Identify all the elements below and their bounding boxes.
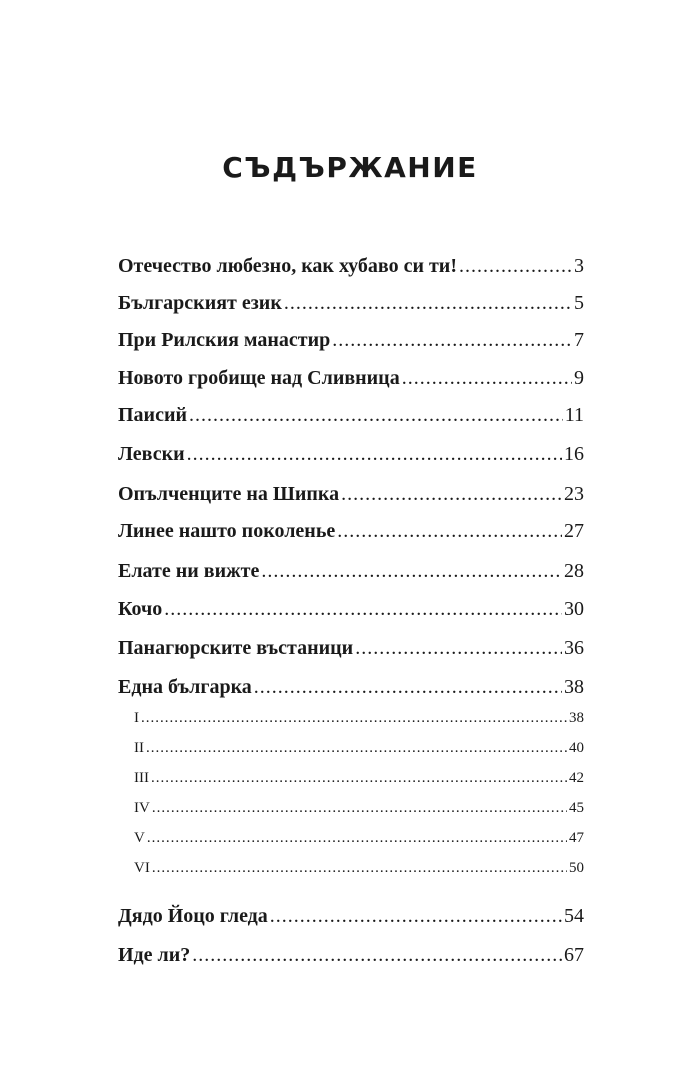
toc-entry-page: 23	[564, 483, 584, 505]
toc-entry-title: Иде ли?	[118, 944, 191, 966]
toc-entry-title: Елате ни вижте	[118, 560, 260, 582]
toc-entry-page: 5	[574, 292, 584, 314]
toc-entry-page: 7	[574, 329, 584, 351]
dot-leader	[355, 638, 562, 658]
toc-entry-page: 30	[564, 598, 584, 620]
dot-leader	[146, 741, 567, 756]
dot-leader	[459, 256, 572, 276]
toc-entry	[118, 293, 584, 313]
toc-entry-title: Опълченците на Шипка	[118, 483, 340, 505]
toc-entry-title: Линее нашто поколенье	[118, 520, 336, 542]
toc-subentry-page: 38	[569, 710, 584, 726]
toc-entry-page: 27	[564, 520, 584, 542]
toc-entry-title: Дядо Йоцо гледа	[118, 905, 268, 927]
toc-subentry	[134, 831, 584, 846]
toc-subentry-title: VI	[134, 860, 150, 876]
toc-entry	[118, 677, 584, 697]
toc-subentry-page: 42	[569, 770, 584, 786]
toc-subentry	[134, 861, 584, 876]
toc-subentry	[134, 741, 584, 756]
dot-leader	[402, 368, 572, 388]
dot-leader	[151, 771, 567, 786]
dot-leader	[341, 484, 562, 504]
toc-subentry-title: V	[134, 830, 145, 846]
toc-entry-title: Кочо	[118, 598, 163, 620]
dot-leader	[147, 831, 567, 846]
dot-leader	[187, 444, 562, 464]
toc-entry-page: 38	[564, 676, 584, 698]
toc-entry	[118, 484, 584, 504]
toc-entry-title: Левски	[118, 443, 185, 465]
toc-subentry-page: 47	[569, 830, 584, 846]
toc-entry	[118, 521, 584, 541]
dot-leader	[332, 330, 572, 350]
toc-entry-title: При Рилския манастир	[118, 329, 331, 351]
toc-entry-page: 11	[564, 404, 584, 426]
toc-entry-title: Отечество любезно, как хубаво си ти!	[118, 255, 457, 277]
toc-entry-page: 28	[564, 560, 584, 582]
toc-entry	[118, 945, 584, 965]
toc-entry-page: 67	[564, 944, 584, 966]
toc-entry	[118, 444, 584, 464]
page-title: СЪДЪРЖАНИЕ	[222, 151, 478, 184]
toc-subentry-page: 45	[569, 800, 584, 816]
toc-entry	[118, 368, 584, 388]
toc-entry	[118, 638, 584, 658]
toc-subentry-title: IV	[134, 800, 150, 816]
toc-subentry-title: III	[134, 770, 149, 786]
toc-subentry-page: 50	[569, 860, 584, 876]
dot-leader	[261, 561, 562, 581]
toc-entry-page: 36	[564, 637, 584, 659]
toc-entry	[118, 330, 584, 350]
toc-entry-page: 9	[574, 367, 584, 389]
toc-entry-page: 3	[574, 255, 584, 277]
dot-leader	[254, 677, 562, 697]
toc-subentry	[134, 801, 584, 816]
toc-subentry	[134, 771, 584, 786]
dot-leader	[141, 711, 567, 726]
toc-entry-page: 54	[564, 905, 584, 927]
dot-leader	[192, 945, 562, 965]
toc-subentry-title: II	[134, 740, 144, 756]
dot-leader	[189, 405, 563, 425]
toc-entry-title: Панагюрските въстаници	[118, 637, 354, 659]
dot-leader	[284, 293, 572, 313]
dot-leader	[337, 521, 562, 541]
toc-entry-title: Новото гробище над Сливница	[118, 367, 400, 389]
dot-leader	[164, 599, 562, 619]
toc-entry	[118, 405, 584, 425]
toc-entry	[118, 256, 584, 276]
toc-entry	[118, 906, 584, 926]
toc-subentry-page: 40	[569, 740, 584, 756]
dot-leader	[270, 906, 562, 926]
toc-subentry	[134, 711, 584, 726]
toc-entry	[118, 599, 584, 619]
toc-entry-title: Една българка	[118, 676, 252, 698]
dot-leader	[152, 801, 567, 816]
dot-leader	[152, 861, 567, 876]
toc-entry-title: Паисий	[118, 404, 188, 426]
toc-entry	[118, 561, 584, 581]
toc-subentry-title: I	[134, 710, 139, 726]
toc-entry-page: 16	[564, 443, 584, 465]
toc-entry-title: Българският език	[118, 292, 282, 314]
